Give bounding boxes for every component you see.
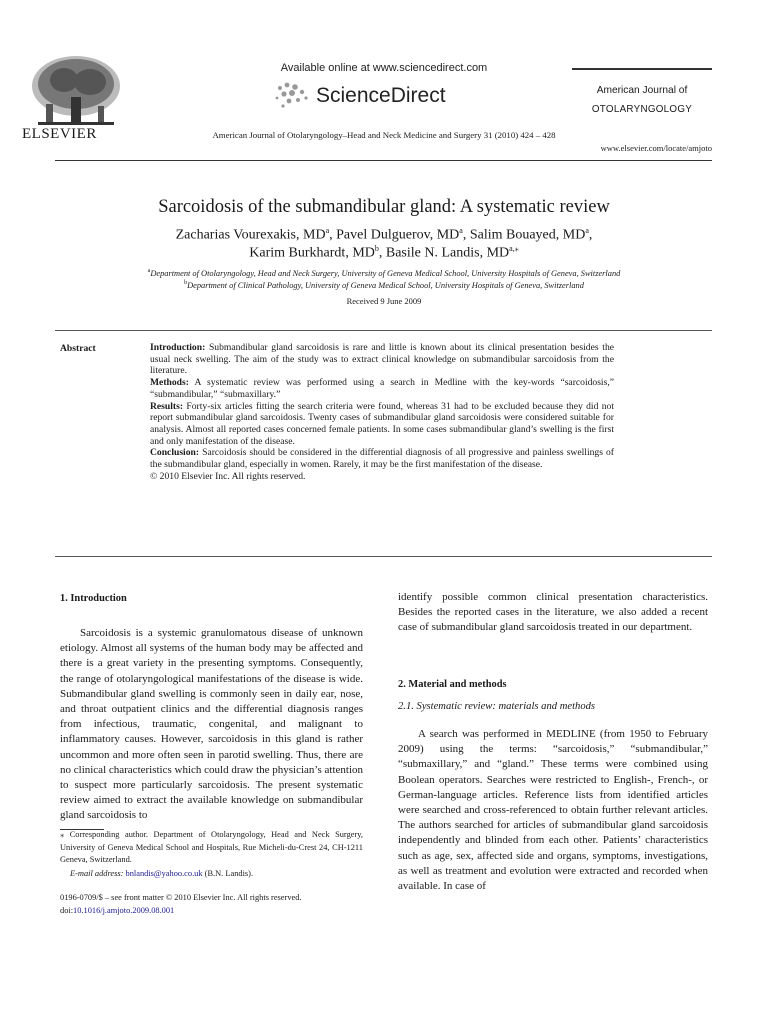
received-date: Received 9 June 2009 [346,296,422,306]
article-title: Sarcoidosis of the submandibular gland: A systematic review [158,197,610,217]
section-1-heading: 1. Introduction [60,593,127,604]
author-affiliation-mark: b [374,244,379,253]
email-link[interactable]: bnlandis@yahoo.co.uk [125,869,203,878]
author-line-2: Karim Burkhardt, $MD^b$, Basile N. Landis, $MD^{a,⁎}$ [249,244,519,261]
author-line-1: Zacharias Vourexakis, $MD^a$, Pavel Dulguerov, $MD^a$, Salim Bouayed, $MD^a$, [175,226,593,243]
section-1-paragraph: Sarcoidosis is a systemic granulomatous disease of unknown etiology. Almost all systems of the human body may be affected and there is a great variety in the presenting symptoms. Consequently, the range of otolaryngological manifestations of the disease is wide. Submandibular gland swelling is commonly seen in daily ear, nose, and throat outpatient clinics and the differential diagnosis ranges from infectious, traumatic, congenital, and malignant to inflammatory causes. However, sarcoidosis in this gland is rather uncommon and more often seen in parotid swelling. Thus, there are no clinical characteristics which could draw the physician’s attention to suspect more particularly sarcoidosis. The present systematic review aimed to extract the available knowledge on submandibular gland sarcoidosis to [60,627,364,822]
author-name: Karim Burkhardt, MD [249,245,375,261]
author-affiliation-mark: a [459,226,463,235]
abstract-conclusion: Conclusion: Sarcoidosis should be considered in the differential diagnosis of all progressive and painless swellings of the submandibular gland, especially in women. Rarely, it may be the first manifestation of the disease. [150,447,614,471]
intro-continuation: identify possible common clinical presentation characteristics. Besides the reported cases in the literature, we also added a recent case of submandibular gland sarcoidosis treated in our department. [398,591,708,634]
abstract-results: Results: Forty-six articles fitting the search criteria were found, whereas 31 had to be excluded because they did not report submandibular gland sarcoidosis. Twenty cases of submandibular gland sarcoidosis were considered suitable for analysis. Almost all reported cases concerned female patients. In some cases submandibular gland’s swelling is the first and only manifestation of the disease. [150,400,614,447]
header-divider [55,160,712,161]
abstract-bottom-divider [55,556,712,557]
abstract-copyright: © 2010 Elsevier Inc. All rights reserved. [150,470,306,482]
author-name: Pavel Dulguerov, MD [336,227,460,243]
abstract-methods: Methods: A systematic review was performed using a search in Medline with the key-words “sarcoidosis,” “submandibular,” “submaxillary.” [150,377,614,400]
author-affiliation-mark: a,⁎ [509,244,519,253]
journal-logo-line1: American Journal of [596,85,688,96]
corresponding-author-footnote: ⁎ Corresponding author. Department of Otolaryngology, Head and Neck Surgery, University of Geneva Medical School and Hospitals, Rue Micheli-du-Crest 24, CH-1211 Geneva, Switzerland. [60,830,363,865]
available-online-text: Available online at www.sciencedirect.com [280,62,488,74]
journal-citation: American Journal of Otolaryngology–Head and Neck Medicine and Surgery 31 (2010) 424 – 428 [212,130,556,140]
abstract-body [150,342,614,482]
journal-logo-line2: OTOLARYNGOLOGY [591,104,693,115]
author-name: Salim Bouayed, MD [469,227,586,243]
section-2-1-paragraph: A search was performed in MEDLINE (from 1950 to February 2009) using the terms: “sarcoidosis,” “submandibular,” “submaxillary,” and “gland.” These terms were combined using Boolean operators. Searches were restricted to English-, French-, or German-language articles. Reference lists from identified articles were searched and cross-referenced to obtain further relevant articles. The authors searched for articles of submandibular gland sarcoidosis independently and blinded from each other. Patients’ characteristics such as age, sex, affected side and organs, symptoms, investigations, as well as treatment and evolution were extracted and recorded when available. In case of [398,728,708,893]
issn-line: 0196-0709/$ – see front matter © 2010 Elsevier Inc. All rights reserved. [60,893,302,902]
abstract-introduction: Introduction: Submandibular gland sarcoidosis is rare and little is known about its clinical presentation besides the usual neck swelling. The aim of the study was to extract clinical knowledge on submandibular sarcoidosis from the literature. [150,342,614,377]
email-footnote: E-mail address: bnlandis@yahoo.co.uk (B.N. Landis). [70,869,254,878]
author-name: Zacharias Vourexakis, MD [175,227,326,243]
publisher-name: ELSEVIER [22,126,97,142]
doi-line: doi:10.1016/j.amjoto.2009.08.001 [60,906,175,915]
affiliation-b: $^b$Department of Clinical Pathology, University of Geneva Medical School, University Hospitals of Geneva, Switzerland [184,280,584,290]
journal-logo-rule [572,68,712,70]
author-affiliation-mark: a [585,226,589,235]
journal-url-link[interactable]: www.elsevier.com/locate/amjoto [600,143,712,153]
doi-link[interactable]: 10.1016/j.amjoto.2009.08.001 [73,906,175,915]
author-name: Basile N. Landis, MD [385,245,510,261]
section-2-1-heading: 2.1. Systematic review: materials and methods [398,701,596,712]
sciencedirect-wordmark: ScienceDirect [316,84,446,107]
abstract-top-divider [55,330,712,331]
section-2-heading: 2. Material and methods [398,679,507,690]
affiliation-a: $^a$Department of Otolaryngology, Head and Neck Surgery, University of Geneva Medical School, University Hospitals of Geneva, Switzerland [147,268,621,278]
author-affiliation-mark: a [325,226,330,235]
abstract-label: Abstract [60,343,96,354]
